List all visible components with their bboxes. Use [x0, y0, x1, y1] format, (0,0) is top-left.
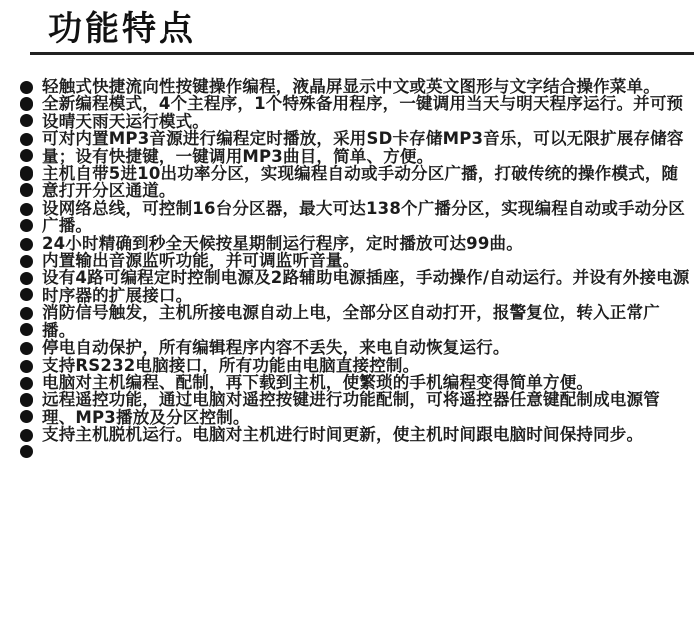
- feature-item: [18, 95, 690, 130]
- bullet-icon: [20, 219, 33, 232]
- feature-item: [18, 130, 690, 165]
- feature-text: 主机自带5进10出功率分区，实现编程自动或手动分区广播，打破传统的操作模式，随意打开分区通道。: [42, 164, 679, 201]
- feature-text: 电脑对主机编程、配制，再下载到主机，使繁琐的手机编程变得简单方便。: [42, 372, 594, 392]
- feature-item: [18, 339, 690, 356]
- bullet-icon: [20, 133, 33, 146]
- bullet-icon: [20, 394, 33, 407]
- bullet-icon: [20, 272, 33, 285]
- feature-item: [18, 426, 690, 443]
- bullet-icon: [20, 377, 33, 390]
- header: [0, 0, 700, 62]
- bullet-icon: [20, 323, 33, 336]
- feature-text: 轻触式快捷流向性按键操作编程，液晶屏显示中文或英文图形与文字结合操作菜单。: [42, 77, 660, 96]
- feature-item: [18, 357, 690, 374]
- title-underline: [30, 52, 694, 55]
- bullet-icon: [20, 288, 33, 301]
- bullet-icon: [20, 98, 33, 111]
- bullet-icon: [20, 255, 33, 268]
- bullet-icon: [20, 307, 33, 320]
- feature-text: 设有4路可编程定时控制电源及2路辅助电源插座，手动操作/自动运行。并设有外接电源时序器的扩展接口。: [42, 268, 690, 305]
- feature-text: 支持RS232电脑接口，所有功能由电脑直接控制。: [42, 355, 420, 375]
- feature-text: 停电自动保护，所有编辑程序内容不丢失，来电自动恢复运行。: [42, 338, 510, 358]
- feature-item: [18, 374, 690, 391]
- bullet-icon: [20, 445, 33, 458]
- bullet-icon: [20, 81, 33, 94]
- feature-text: 24小时精确到秒全天候按星期制运行程序，定时播放可达99曲。: [42, 233, 523, 253]
- bullet-icon: [20, 203, 33, 216]
- bullet-icon: [20, 149, 33, 162]
- page-title: 功能特点: [48, 9, 196, 49]
- feature-item: [18, 269, 690, 304]
- feature-item: [18, 304, 690, 339]
- bullet-icon: [20, 184, 33, 197]
- feature-item: [18, 165, 690, 200]
- feature-text: 全新编程模式，4个主程序，1个特殊备用程序，一键调用当天与明天程序运行。并可预设晴天雨天运行模式。: [42, 94, 684, 131]
- bullet-icon: [20, 342, 33, 355]
- feature-list: [18, 78, 690, 444]
- feature-item: [18, 252, 690, 269]
- bullet-icon: [20, 168, 33, 181]
- feature-text: 内置输出音源监听功能，并可调监听音量。: [42, 251, 360, 271]
- feature-item: [18, 391, 690, 426]
- feature-text: 可对内置MP3音源进行编程定时播放，采用SD卡存储MP3音乐，可以无限扩展存储容量；设有快捷键，一键调用MP3曲目，简单、方便。: [42, 129, 684, 166]
- feature-text: 消防信号触发，主机所接电源自动上电，全部分区自动打开，报警复位，转入正常广播。: [42, 303, 660, 340]
- bullet-icon: [20, 410, 33, 423]
- feature-text: 设网络总线，可控制16台分区器，最大可达138个广播分区，实现编程自动或手动分区广播。: [42, 198, 685, 236]
- bullet-icon: [20, 360, 33, 373]
- feature-text: 远程遥控功能，通过电脑对遥控按键进行功能配制，可将遥控器任意键配制成电源管理、MP3播放及分区控制。: [42, 390, 660, 427]
- feature-text: 支持主机脱机运行。电脑对主机进行时间更新，使主机时间跟电脑时间保持同步。: [42, 425, 644, 445]
- bullet-icon: [20, 429, 33, 442]
- bullet-icon: [20, 114, 33, 127]
- bullet-icon: [20, 238, 33, 251]
- feature-item: [18, 200, 690, 235]
- feature-item: [18, 78, 690, 95]
- feature-item: [18, 235, 690, 252]
